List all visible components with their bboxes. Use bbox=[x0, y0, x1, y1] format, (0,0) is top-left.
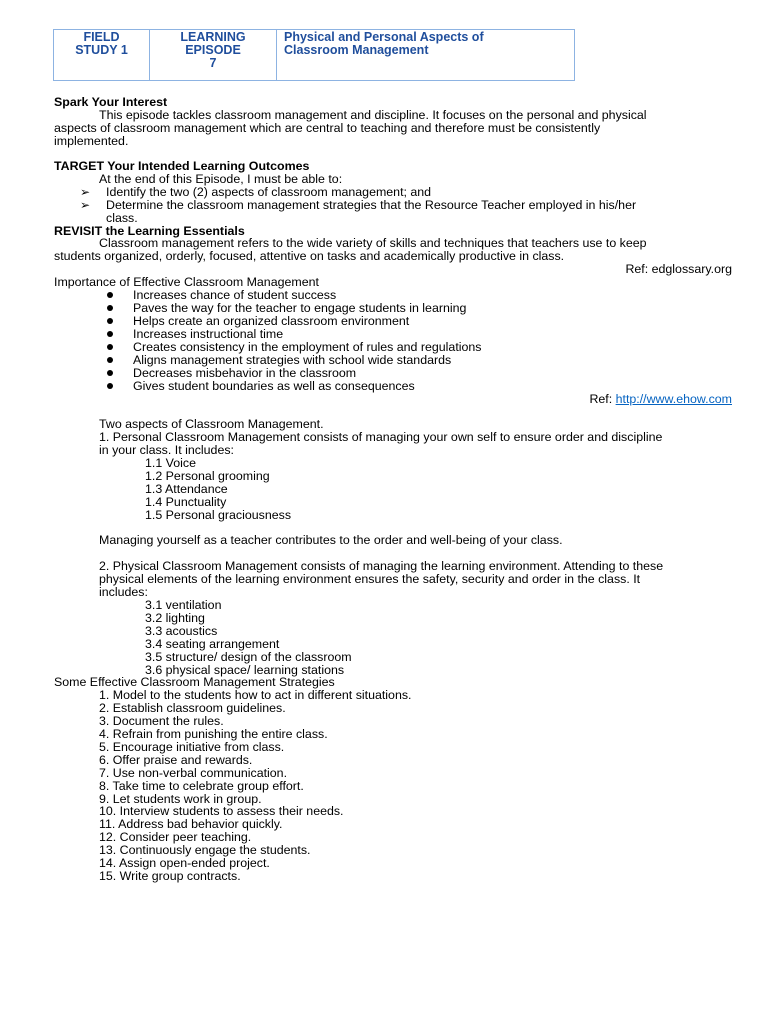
target-heading: TARGET Your Intended Learning Outcomes bbox=[54, 159, 310, 173]
revisit-line: students organized, orderly, focused, attentive on tasks and academically productive in class. bbox=[54, 249, 565, 263]
strategy-item: 4. Refrain from punishing the entire class. bbox=[99, 727, 328, 741]
strategy-item: 7. Use non-verbal communication. bbox=[99, 766, 288, 780]
revisit-line: Classroom management refers to the wide variety of skills and techniques that teachers use to keep bbox=[99, 236, 647, 250]
importance-item: Decreases misbehavior in the classroom bbox=[133, 366, 357, 380]
importance-item: Aligns management strategies with school wide standards bbox=[133, 353, 452, 367]
strategy-item: 11. Address bad behavior quickly. bbox=[99, 817, 283, 831]
strategy-item: 5. Encourage initiative from class. bbox=[99, 740, 285, 754]
physical-item: 3.3 acoustics bbox=[145, 624, 218, 638]
target-item: class. bbox=[106, 211, 138, 225]
header-cell-field-study bbox=[54, 30, 150, 80]
header-text: LEARNING bbox=[180, 30, 246, 44]
strategy-item: 12. Consider peer teaching. bbox=[99, 830, 252, 844]
importance-reference bbox=[589, 393, 732, 406]
personal-item: 1.3 Attendance bbox=[145, 482, 228, 496]
header-text: STUDY 1 bbox=[75, 43, 128, 57]
strategies-heading: Some Effective Classroom Management Strategies bbox=[54, 675, 335, 689]
personal-item: 1.1 Voice bbox=[145, 456, 196, 470]
spark-line: aspects of classroom management which are central to teaching and therefore must be consistently bbox=[54, 121, 601, 135]
personal-item: 1.2 Personal grooming bbox=[145, 469, 270, 483]
header-text: EPISODE bbox=[185, 43, 241, 57]
spark-heading: Spark Your Interest bbox=[54, 95, 168, 109]
aspects-personal-line: 1. Personal Classroom Management consists of managing your own self to ensure order and discipline bbox=[99, 430, 663, 444]
strategy-item: 6. Offer praise and rewards. bbox=[99, 753, 253, 767]
importance-item: Gives student boundaries as well as consequences bbox=[133, 379, 415, 393]
reference-label: Ref: bbox=[589, 392, 616, 406]
target-item: Determine the classroom management strategies that the Resource Teacher employed in his/her bbox=[106, 198, 637, 212]
arrow-bullet-icon: ➢ bbox=[80, 198, 91, 212]
physical-item: 3.1 ventilation bbox=[145, 598, 222, 612]
strategy-item: 2. Establish classroom guidelines. bbox=[99, 701, 286, 715]
bullet-dot-icon bbox=[107, 383, 113, 389]
target-intro: At the end of this Episode, I must be able to: bbox=[99, 172, 343, 186]
strategy-item: 3. Document the rules. bbox=[99, 714, 224, 728]
revisit-heading: REVISIT the Learning Essentials bbox=[54, 224, 245, 238]
spark-line: This episode tackles classroom management and discipline. It focuses on the personal and physical bbox=[99, 108, 647, 122]
physical-item: 3.4 seating arrangement bbox=[145, 637, 280, 651]
header-text: FIELD bbox=[83, 30, 120, 44]
aspects-personal-line: in your class. It includes: bbox=[99, 443, 234, 457]
bullet-dot-icon bbox=[107, 357, 113, 363]
bullet-dot-icon bbox=[107, 318, 113, 324]
header-table bbox=[53, 29, 575, 81]
importance-item: Increases chance of student success bbox=[133, 288, 337, 302]
aspects-physical-line: physical elements of the learning environment ensures the safety, security and order in the class. It bbox=[99, 572, 641, 586]
importance-item: Paves the way for the teacher to engage students in learning bbox=[133, 301, 467, 315]
importance-heading: Importance of Effective Classroom Management bbox=[54, 275, 319, 289]
strategy-item: 14. Assign open-ended project. bbox=[99, 856, 270, 870]
header-text: 7 bbox=[209, 56, 217, 70]
personal-item: 1.5 Personal graciousness bbox=[145, 508, 292, 522]
bullet-dot-icon bbox=[107, 331, 113, 337]
bullet-dot-icon bbox=[107, 305, 113, 311]
header-text: Classroom Management bbox=[284, 43, 429, 57]
strategy-item: 9. Let students work in group. bbox=[99, 792, 262, 806]
aspects-physical-line: includes: bbox=[99, 585, 148, 599]
target-item: Identify the two (2) aspects of classroom management; and bbox=[106, 185, 432, 199]
importance-item: Increases instructional time bbox=[133, 327, 284, 341]
bullet-dot-icon bbox=[107, 292, 113, 298]
importance-item: Helps create an organized classroom environment bbox=[133, 314, 410, 328]
aspects-heading: Two aspects of Classroom Management. bbox=[99, 417, 324, 431]
strategy-item: 8. Take time to celebrate group effort. bbox=[99, 779, 304, 793]
bullet-dot-icon bbox=[107, 370, 113, 376]
personal-item: 1.4 Punctuality bbox=[145, 495, 227, 509]
spark-line: implemented. bbox=[54, 134, 129, 148]
header-cell-title bbox=[277, 30, 574, 80]
header-text: Physical and Personal Aspects of bbox=[284, 30, 484, 44]
header-cell-learning-episode bbox=[150, 30, 277, 80]
personal-note: Managing yourself as a teacher contributes to the order and well-being of your class. bbox=[99, 533, 563, 547]
strategy-item: 10. Interview students to assess their needs. bbox=[99, 804, 344, 818]
bullet-dot-icon bbox=[107, 344, 113, 350]
arrow-bullet-icon: ➢ bbox=[80, 185, 91, 199]
aspects-physical-line: 2. Physical Classroom Management consists of managing the learning environment. Attending to these bbox=[99, 559, 664, 573]
strategy-item: 1. Model to the students how to act in different situations. bbox=[99, 688, 412, 702]
revisit-reference: Ref: edglossary.org bbox=[625, 262, 732, 276]
physical-item: 3.2 lighting bbox=[145, 611, 205, 625]
physical-item: 3.6 physical space/ learning stations bbox=[145, 663, 345, 677]
strategy-item: 15. Write group contracts. bbox=[99, 869, 241, 883]
physical-item: 3.5 structure/ design of the classroom bbox=[145, 650, 352, 664]
ehow-link[interactable]: http://www.ehow.com bbox=[615, 392, 732, 406]
strategy-item: 13. Continuously engage the students. bbox=[99, 843, 311, 857]
importance-item: Creates consistency in the employment of rules and regulations bbox=[133, 340, 482, 354]
